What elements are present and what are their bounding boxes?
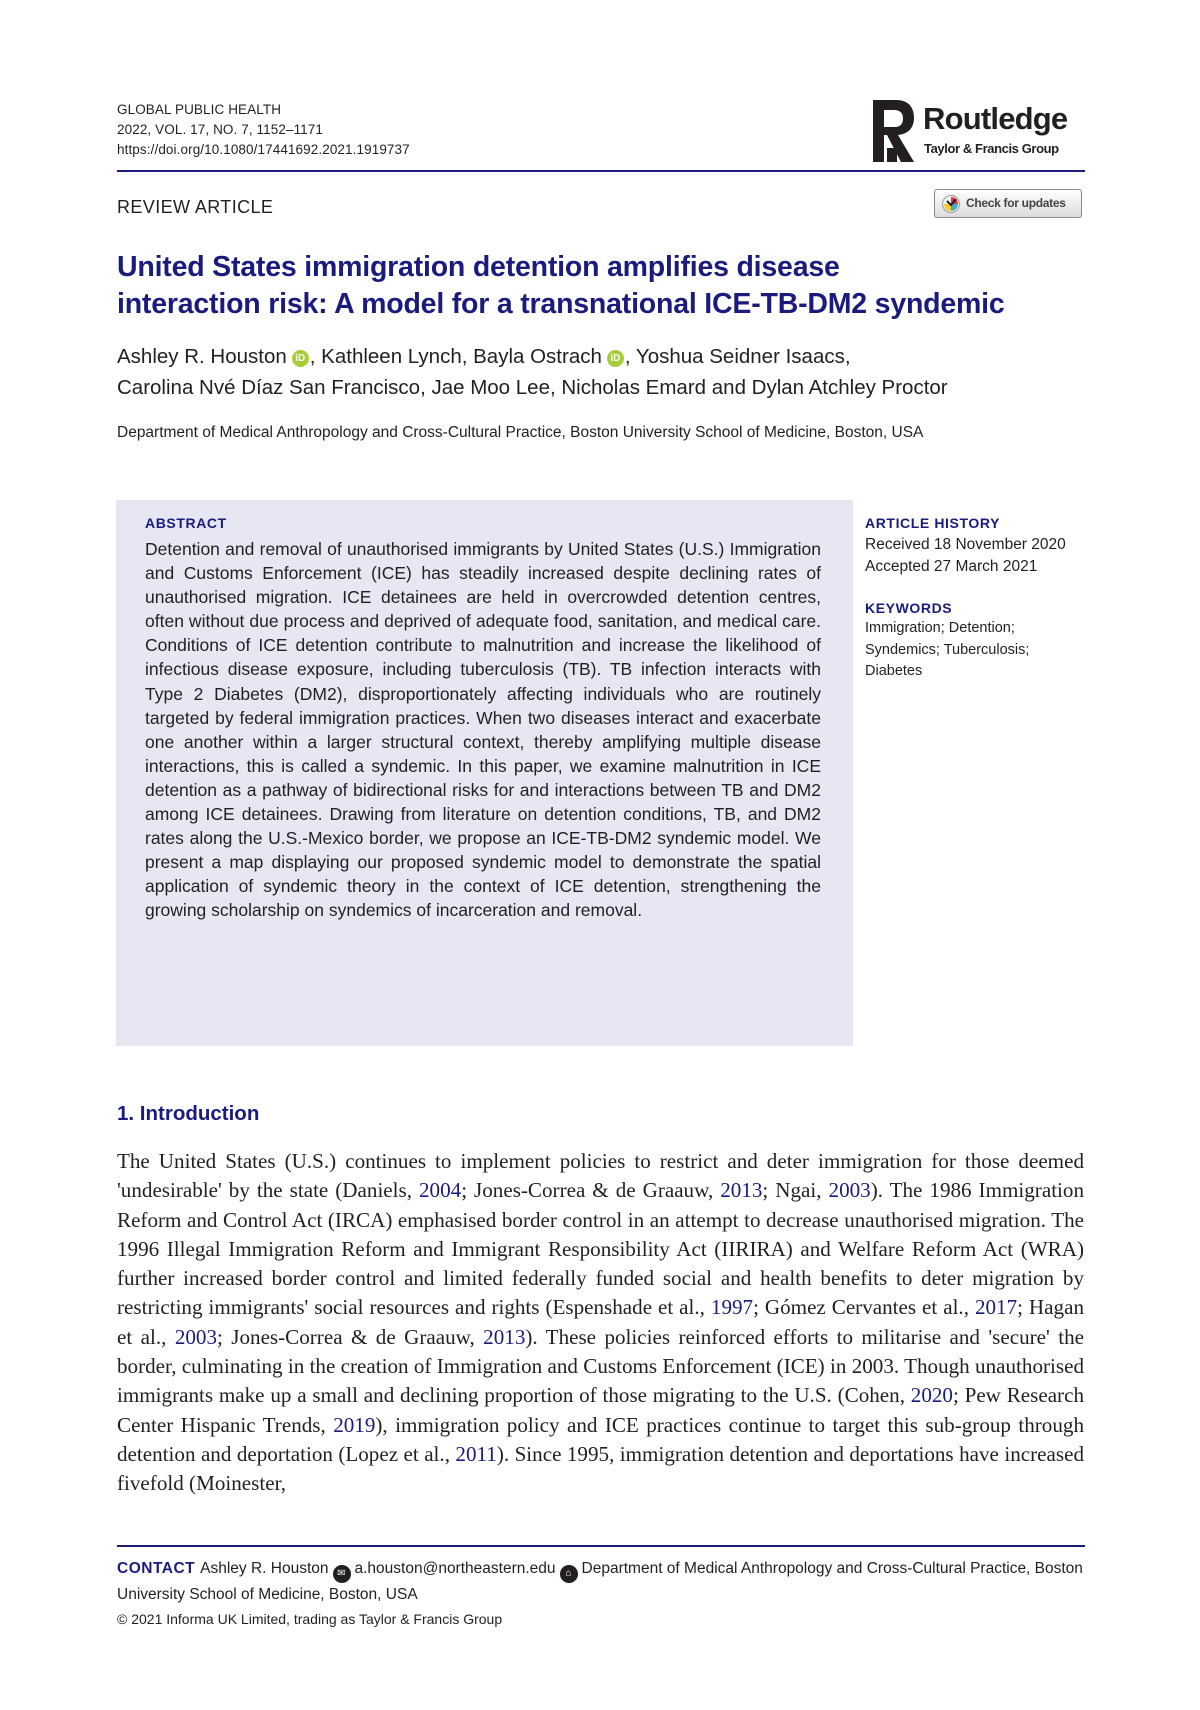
citation-link[interactable]: 2019 — [333, 1412, 376, 1437]
affiliation: Department of Medical Anthropology and Cross-Cultural Practice, Boston University School of Medicine, Boston, USA — [117, 424, 924, 441]
section-heading: 1. Introduction — [117, 1102, 260, 1125]
routledge-logo — [872, 99, 1085, 165]
body-text-run: ; Ngai, — [762, 1178, 829, 1203]
citation-link[interactable]: 2013 — [483, 1324, 526, 1349]
contact-name: Ashley R. Houston — [200, 1560, 329, 1577]
body-text-run: ). The 1986 Immigration Reform and Control Act (IRCA) emphasised border control in an attempt to decrease unauthorised migration. The 1996 Illegal Immigration Reform and Immigrant Responsibility Act (IIRIRA) and Welfare Reform Act (WRA) further increased border control and limited federally funded social and health benefits to deter migration by restricting immigrants' social resources and rights (Espenshade et al., — [117, 1178, 1085, 1320]
abstract-text: Detention and removal of unauthorised immigrants by United States (U.S.) Immigration and Customs Enforcement (ICE) has steadily increased despite declining rates of unauthorised migration. ICE detainees are held in overcrowded detention centres, often without due process and deprived of adequate food, sanitation, and medical care. Conditions of ICE detention contribute to malnutrition and increase the likelihood of infectious disease exposure, including tuberculosis (TB). TB infection interacts with Type 2 Diabetes (DM2), disproportionately affecting individuals who are routinely targeted by federal immigration practices. When two diseases interact and exacerbate one another within a larger structural context, thereby amplifying multiple disease interactions, this is called a syndemic. In this paper, we examine malnutrition in ICE detention as a pathway of bidirectional risks for and interactions between TB and DM2 among ICE detainees. Drawing from literature on detention conditions, TB, and DM2 rates along the U.S.-Mexico border, we propose an ICE-TB-DM2 syndemic model. We present a map displaying our proposed syndemic model to demonstrate the spatial application of syndemic theory in the context of ICE detention, strengthening the growing scholarship on syndemics of incarceration and removal. — [145, 539, 821, 921]
author-name[interactable]: Ashley R. Houston — [117, 345, 287, 368]
journal-info — [117, 100, 410, 160]
citation-link[interactable]: 1997 — [710, 1295, 754, 1320]
body-text-run: ), immigration policy and ICE practices continue to target this sub-group through detention and deportation (Lopez et al., — [117, 1412, 1084, 1466]
email-icon: ✉ — [333, 1565, 351, 1583]
journal-doi[interactable]: https://doi.org/10.1080/17441692.2021.1919737 — [117, 142, 410, 157]
body-text-run: ; Jones-Correa & de Graauw, — [461, 1178, 721, 1203]
crossmark-icon — [942, 195, 960, 213]
orcid-icon[interactable]: iD — [292, 350, 309, 367]
body-paragraph — [117, 1147, 1084, 1499]
routledge-r-logo-icon — [872, 99, 916, 163]
body-text-run: ; Hagan et al., — [117, 1295, 1084, 1349]
article-title — [117, 249, 1005, 323]
contact-email[interactable]: a.houston@northeastern.edu — [354, 1560, 556, 1577]
check-for-updates-button[interactable] — [934, 189, 1082, 218]
body-text-run: ; Jones-Correa & de Graauw, — [217, 1324, 484, 1349]
contact-info — [117, 1557, 1085, 1606]
author-line-1 — [117, 341, 948, 372]
orcid-icon[interactable]: iD — [607, 350, 624, 367]
author-line-2: Carolina Nvé Díaz San Francisco, Jae Moo Lee, Nicholas Emard and Dylan Atchley Proctor — [117, 376, 948, 399]
body-text-run: ). Since 1995, immigration detention and deportations have increased fivefold (Moinester, — [117, 1441, 1084, 1496]
citation-link[interactable]: 2004 — [419, 1178, 462, 1203]
publisher-name: Routledge — [923, 101, 1068, 136]
publisher-group: Taylor & Francis Group — [924, 141, 1059, 156]
journal-name: GLOBAL PUBLIC HEALTH — [117, 102, 282, 117]
header-divider — [117, 170, 1085, 172]
author-list — [117, 341, 948, 403]
body-text-run: ; Gómez Cervantes et al., — [753, 1295, 975, 1320]
contact-address: Department of Medical Anthropology and Cross-Cultural Practice, Boston University School of Medicine, Boston, USA — [117, 1560, 1083, 1603]
citation-link[interactable]: 2003 — [828, 1178, 871, 1203]
article-history — [865, 515, 1085, 577]
body-text-run: ; Pew Research Center Hispanic Trends, — [117, 1383, 1084, 1437]
accepted-date: Accepted 27 March 2021 — [865, 557, 1038, 575]
abstract-heading: ABSTRACT — [145, 515, 227, 531]
citation-link[interactable]: 2013 — [720, 1178, 763, 1203]
keywords-heading: KEYWORDS — [865, 600, 953, 616]
contact-label: CONTACT — [117, 1560, 196, 1577]
address-icon: ⌂ — [560, 1565, 578, 1583]
citation-link[interactable]: 2020 — [910, 1383, 953, 1408]
keyword-line: Immigration; Detention; — [865, 620, 1015, 636]
author-names: , Yoshua Seidner Isaacs, — [624, 345, 851, 368]
copyright: © 2021 Informa UK Limited, trading as Taylor & Francis Group — [117, 1611, 503, 1627]
received-date: Received 18 November 2020 — [865, 536, 1066, 553]
keyword-line: Diabetes — [865, 663, 923, 679]
citation-link[interactable]: 2003 — [174, 1324, 217, 1349]
title-line-2: interaction risk: A model for a transnational ICE-TB-DM2 syndemic — [117, 288, 1005, 320]
keywords — [865, 600, 1085, 683]
journal-issue: 2022, VOL. 17, NO. 7, 1152–1171 — [117, 122, 323, 137]
author-names: , Kathleen Lynch, Bayla Ostrach — [309, 345, 602, 368]
keyword-line: Syndemics; Tuberculosis; — [865, 641, 1030, 658]
article-history-heading: ARTICLE HISTORY — [865, 515, 1001, 531]
title-line-1: United States immigration detention amplifies disease — [117, 251, 840, 283]
check-for-updates-label: Check for updates — [966, 196, 1066, 210]
citation-link[interactable]: 2011 — [455, 1441, 497, 1466]
body-text-run: ). These policies reinforced efforts to militarise and 'secure' the border, culminating in the creation of Immigration and Customs Enforcement (ICE) in 2003. Though unauthorised immigrants make up a small and declining proportion of those migrating to the U.S. (Cohen, — [117, 1324, 1084, 1408]
article-type: REVIEW ARTICLE — [117, 197, 274, 217]
footer-divider — [117, 1545, 1085, 1547]
citation-link[interactable]: 2017 — [974, 1295, 1018, 1320]
body-text-run: The United States (U.S.) continues to implement policies to restrict and deter immigration for those deemed 'undesirable' by the state (Daniels, — [117, 1149, 1084, 1203]
